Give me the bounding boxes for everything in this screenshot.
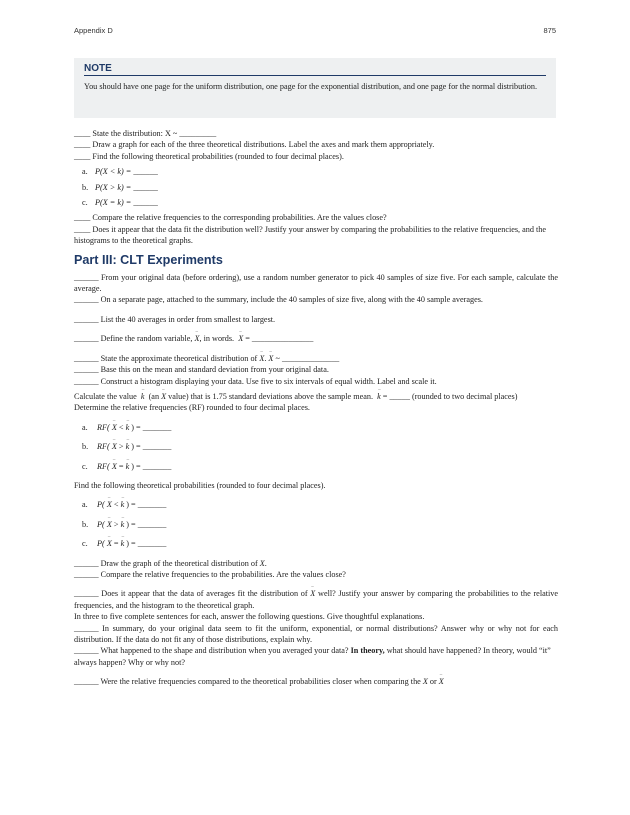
task-draw-theoretical-graph: ______ Draw the graph of the theoretical distribution of X. (74, 558, 267, 568)
rf-item-c: c. RF( – X = – k ) = _______ (82, 461, 558, 472)
task-state-distribution: ____ State the distribution: X ~ _________ (74, 129, 217, 138)
note-text: You should have one page for the uniform distribution, one page for the exponential distribution, and one page for the normal distribution. (84, 82, 538, 91)
task-draw-graph: ____ Draw a graph for each of the three theoretical distributions. Label the axes and mark them appropriately. (74, 140, 435, 150)
p-item-c: c. P( – X = – k ) = _______ (82, 538, 558, 549)
task-compare-frequencies: ____ Compare the relative frequencies to the corresponding probabilities. Are the values close? (74, 213, 387, 223)
task-theoretical-probabilities: Find the following theoretical probabilities (rounded to four decimal places). (74, 480, 326, 490)
prob-item-a: a. P(X < k) = ______ (82, 167, 158, 177)
task-define-variable: ______ Define the random variable, – X, in words. – X = _______________ (74, 333, 558, 344)
task-fit-distribution: ____ Does it appear that the data fit the distribution well? Justify your answer by comparing the probabilities to the relative frequencies, and the histograms to the theoretical graphs. (74, 224, 547, 246)
task-base-mean-sd: ______ Base this on the mean and standard deviation from your original data. (74, 365, 329, 375)
task-averages-fit: ______ Does it appear that the data of averages fit the distribution of – X well? Justify your answer by comparing the probabilities to the relative frequencies, and the histogram to the theoretical graph. (74, 588, 558, 611)
section-heading-part3: Part III: CLT Experiments (74, 252, 223, 267)
task-calculate-k: Calculate the value – k (an – X value) that is 1.75 standard deviations above the sample mean. – k = _____ (rounded to two decimal places) (74, 391, 558, 402)
running-title: Appendix D (74, 26, 113, 35)
document-body (74, 128, 558, 688)
rf-item-a: a. RF( – X < – k ) = _______ (82, 422, 558, 433)
question-summary-fit: ______ In summary, do your original data seem to fit the uniform, exponential, or normal distributions? Answer why or why not for each distribution. If the data do not fit any of those distributions, explain why. (74, 623, 558, 644)
note-box (74, 58, 556, 118)
task-relative-frequencies: Determine the relative frequencies (RF) rounded to four decimal places. (74, 403, 310, 413)
p-item-a: a. P( – X < – k ) = _______ (82, 499, 558, 510)
p-item-b: b. P( – X > – k ) = _______ (82, 519, 558, 530)
rf-item-b: b. RF( – X > – k ) = _______ (82, 441, 558, 452)
task-list-averages: ______ List the 40 averages in order from smallest to largest. (74, 314, 276, 324)
prob-item-c: c. P(X = k) = ______ (82, 198, 158, 208)
task-separate-page: ______ On a separate page, attached to the summary, include the 40 samples of size five, along with the 40 sample averages. (74, 295, 483, 305)
task-approx-distribution: ______ State the approximate theoretical distribution of – X. – X ~ ______________ (74, 353, 558, 364)
task-find-probabilities: ____ Find the following theoretical probabilities (rounded to four decimal places). (74, 151, 344, 161)
prob-item-b: b. P(X > k) = ______ (82, 182, 158, 192)
page-number: 875 (543, 26, 556, 35)
instructions-sentences: In three to five complete sentences for each, answer the following questions. Give thoughtful explanations. (74, 612, 425, 622)
note-title: NOTE (84, 63, 546, 76)
question-relative-closer: ______ Were the relative frequencies compared to the theoretical probabilities closer when comparing the X or – X (74, 676, 558, 687)
question-shape-distribution: ______ What happened to the shape and distribution when you averaged your data? In theory, what should have happened? In theory, would “it” always happen? Why or why not? (74, 646, 551, 667)
task-random-samples: ______ From your original data (before ordering), use a random number generator to pick 40 samples of size five. For each sample, calculate the average. (74, 272, 558, 294)
page-header (74, 26, 556, 35)
task-construct-histogram: ______ Construct a histogram displaying your data. Use five to six intervals of equal width. Label and scale it. (74, 376, 437, 386)
task-compare-probabilities: ______ Compare the relative frequencies to the probabilities. Are the values close? (74, 569, 346, 579)
